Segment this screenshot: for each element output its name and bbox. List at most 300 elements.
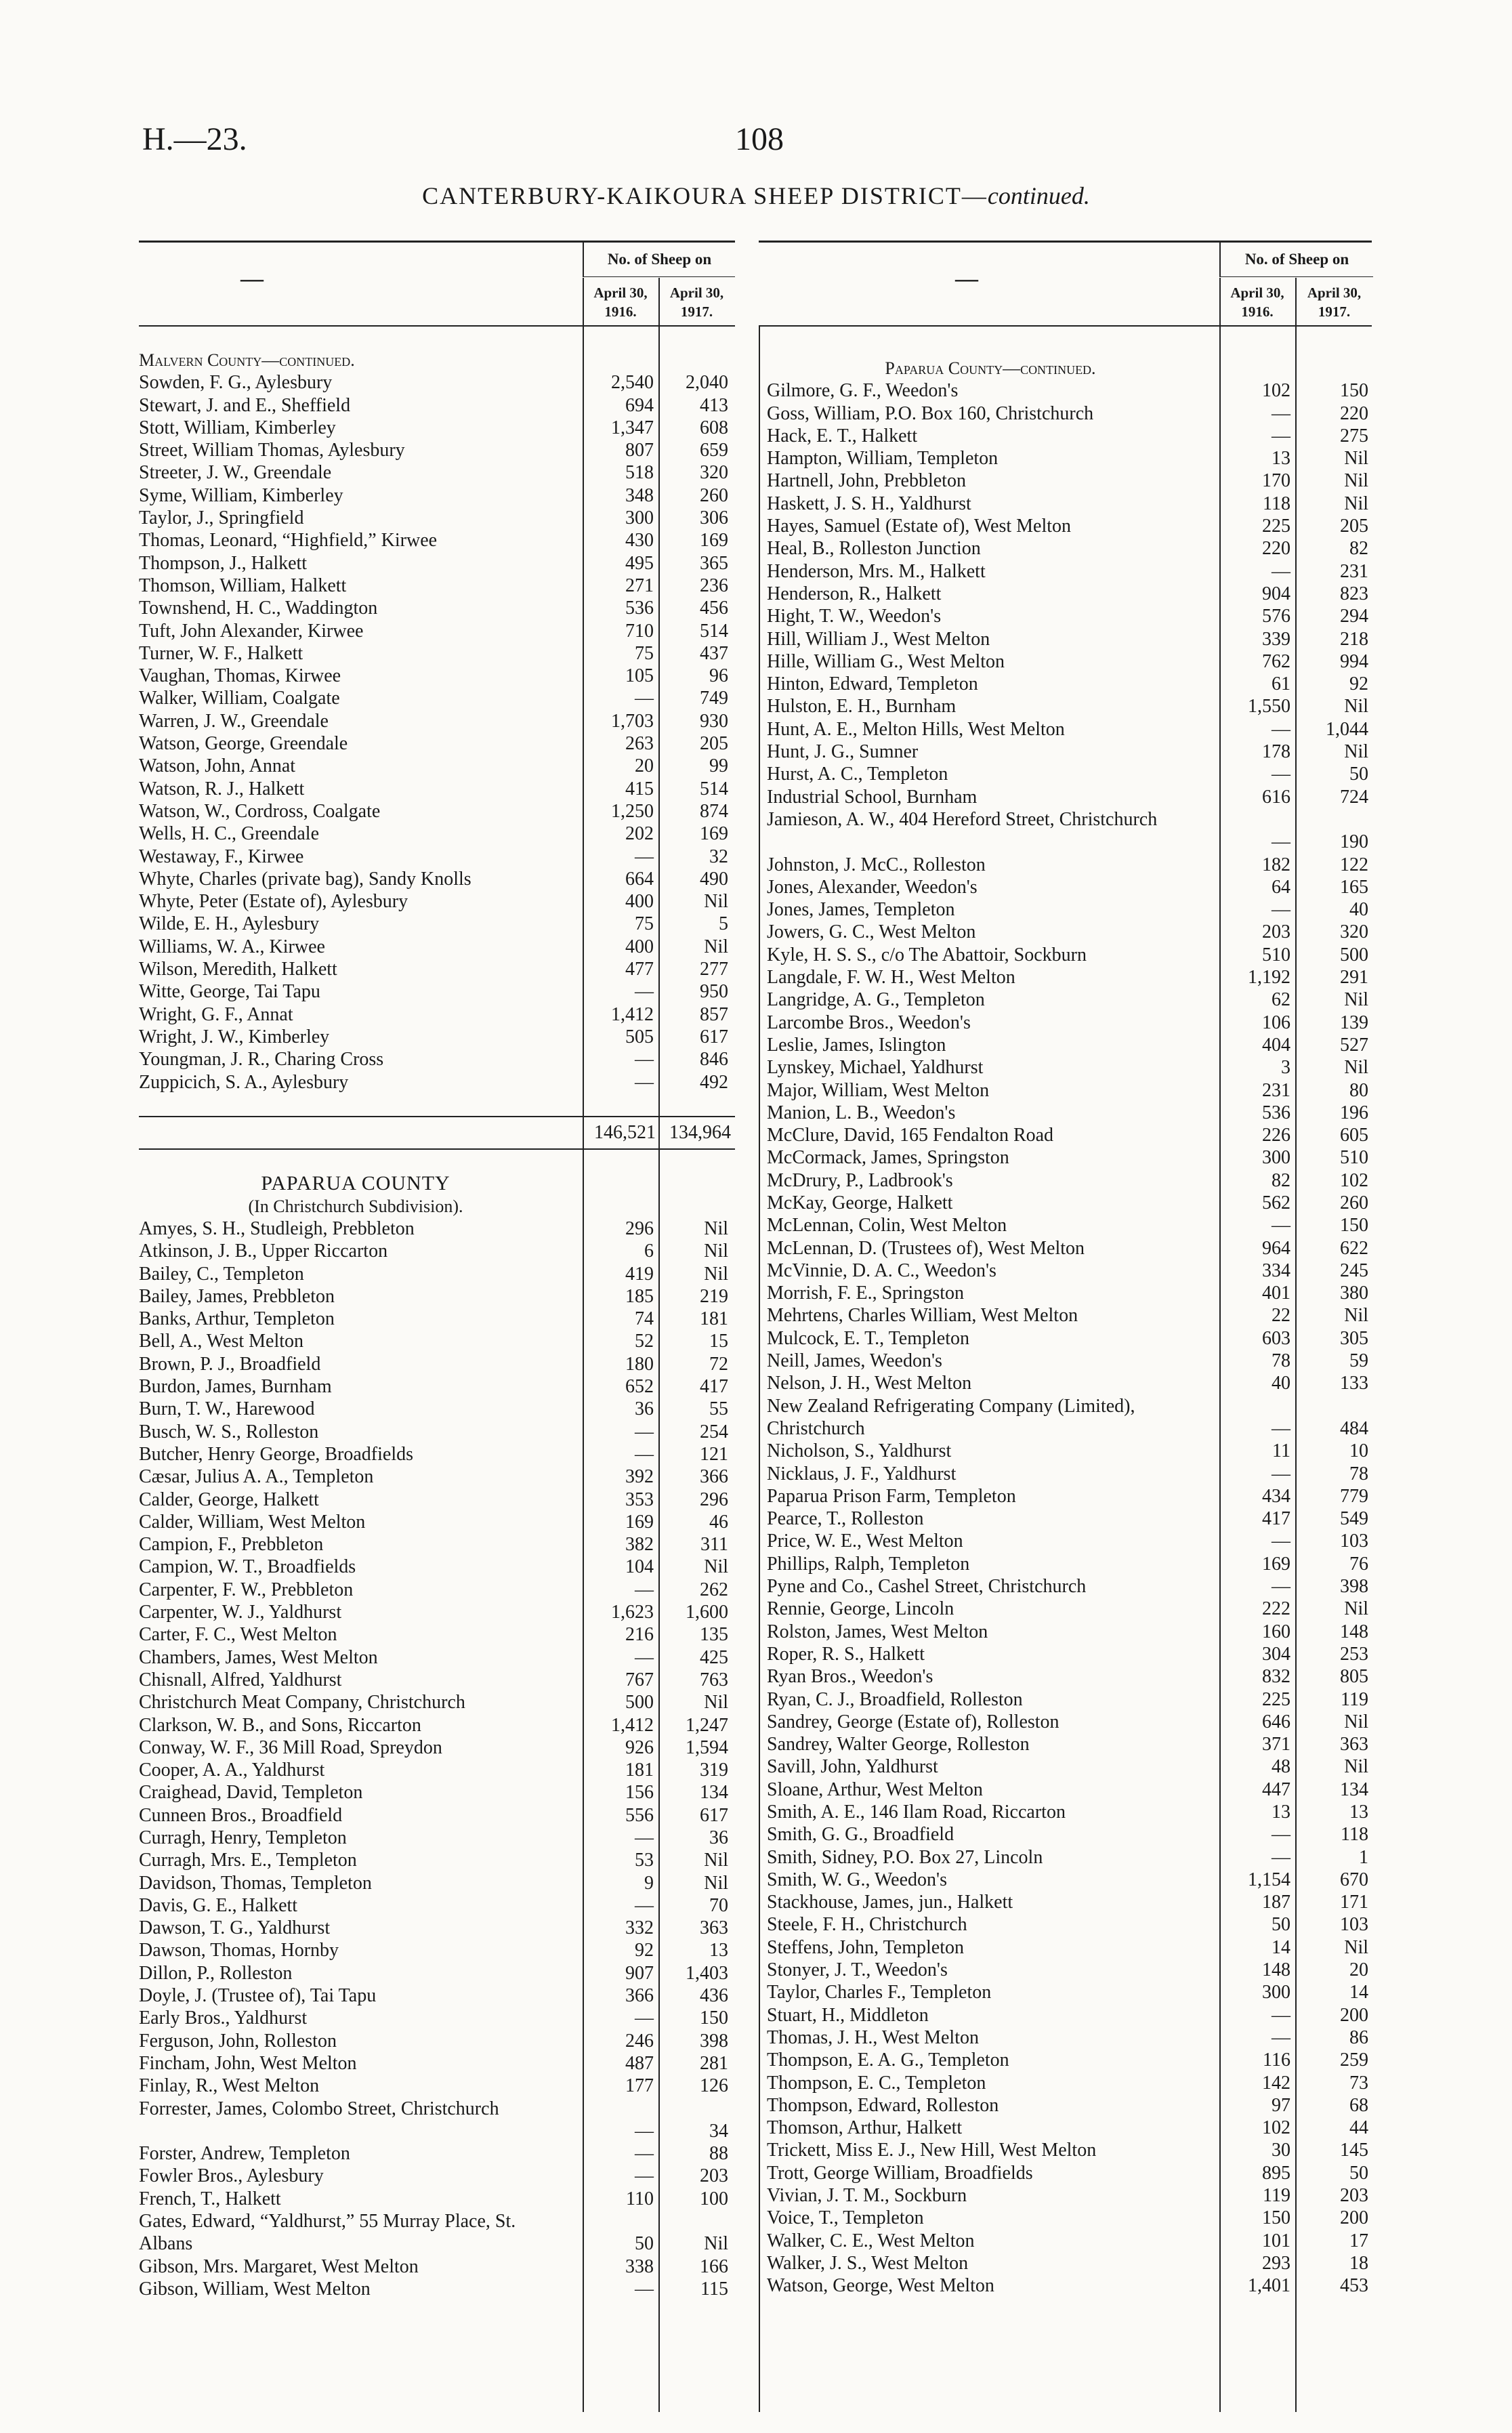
sheep-1916: 75 (635, 913, 654, 935)
owner-name: Trott, George William, Broadfields (767, 2162, 1033, 2184)
sheep-1916: — (635, 1579, 654, 1600)
sheep-1916: — (1272, 1463, 1290, 1484)
table-row (767, 447, 1372, 470)
sheep-1917: Nil (1344, 989, 1368, 1011)
table-row (139, 1443, 735, 1465)
header-col-1917-date: April 30, (669, 285, 724, 301)
sheep-1916: 904 (1262, 583, 1290, 604)
header-col-1917-date: April 30, (1307, 285, 1362, 301)
owner-name: Hight, T. W., Weedon's (767, 606, 942, 627)
sheep-1917: 994 (1340, 650, 1368, 672)
header-col-1916-year: 1916. (1241, 304, 1274, 320)
sheep-1916: — (1272, 1531, 1290, 1552)
table-row (139, 1465, 735, 1488)
owner-name: Stuart, H., Middleton (767, 2004, 929, 2026)
owner-name: Craighead, David, Templeton (139, 1782, 363, 1804)
sheep-1917: 260 (700, 484, 728, 506)
sheep-1916: — (1272, 1576, 1290, 1598)
table-row (139, 2165, 735, 2187)
header-col-1916 (583, 278, 657, 325)
sheep-1916: 495 (625, 552, 654, 574)
sheep-1916: 62 (1272, 989, 1290, 1011)
owner-name: Major, William, West Melton (767, 1079, 990, 1101)
sheep-1916: 181 (625, 1760, 654, 1781)
header-col-1917 (658, 278, 734, 325)
sheep-1916: 300 (1262, 1982, 1290, 2003)
header-group-label: No. of Sheep on (1219, 243, 1373, 277)
right-rows (767, 357, 1372, 2297)
sheep-1916: 263 (625, 733, 654, 755)
sheep-1916: 710 (625, 620, 654, 642)
table-row (139, 913, 735, 935)
sheep-1916: 118 (1263, 493, 1290, 514)
sheep-1917: Nil (704, 2233, 728, 2255)
table-row (767, 1485, 1372, 1507)
sheep-1917: Nil (1344, 448, 1368, 470)
sheep-1917: 203 (700, 2165, 728, 2187)
table-row (767, 1260, 1372, 1282)
header-col-1916 (1219, 278, 1294, 325)
table-row (767, 763, 1372, 785)
sheep-1917: 102 (1340, 1169, 1368, 1191)
sheep-1916: 22 (1272, 1305, 1290, 1327)
owner-name: Hampton, William, Templeton (767, 448, 999, 470)
sheep-1917: 514 (700, 620, 728, 642)
owner-name: Smith, G. G., Broadfield (767, 1824, 954, 1846)
sheep-1916: 104 (625, 1556, 654, 1578)
sheep-1916: 36 (635, 1398, 654, 1420)
sheep-1917: Nil (1344, 1711, 1368, 1732)
owner-name: Hartnell, John, Prebbleton (767, 470, 966, 492)
table-row (139, 890, 735, 913)
sheep-1917: 436 (700, 1985, 728, 2007)
owner-name: Morrish, F. E., Springston (767, 1283, 965, 1304)
sheep-1916: 3 (1281, 1057, 1290, 1079)
header-dash: — (240, 266, 264, 291)
table-row (139, 1511, 735, 1533)
sheep-1916: 225 (1262, 516, 1290, 537)
sheep-1916: 182 (1262, 854, 1290, 875)
sheep-1916: — (1272, 2026, 1290, 2048)
owner-name: Roper, R. S., Halkett (767, 1643, 925, 1665)
sheep-1916: 576 (1262, 606, 1290, 627)
owner-name: Thomas, Leonard, “Highfield,” Kirwee (139, 530, 438, 552)
table-row (767, 1146, 1372, 1169)
sheep-1916: — (1272, 2004, 1290, 2026)
sheep-1916: 102 (1262, 380, 1290, 402)
owner-name: Curragh, Henry, Templeton (139, 1827, 347, 1848)
table-row (767, 470, 1372, 492)
sheep-1916: 78 (1272, 1350, 1290, 1372)
owner-name: Stonyer, J. T., Weedon's (767, 1959, 948, 1981)
sheep-1916: 202 (625, 823, 654, 845)
sheep-1917: 169 (700, 823, 728, 845)
section-heading: Paparua County—continued. (885, 358, 1096, 378)
owner-name: Pyne and Co., Cashel Street, Christchurch (767, 1576, 1087, 1598)
owner-name: Nelson, J. H., West Melton (767, 1373, 972, 1394)
owner-name: Larcombe Bros., Weedon's (767, 1012, 971, 1033)
sheep-1916: 400 (625, 891, 654, 913)
table-row (139, 620, 735, 642)
table-row (139, 1759, 735, 1781)
total-1916: 146,521 (594, 1122, 656, 1144)
table-row (767, 537, 1372, 560)
title-main: CANTERBURY-KAIKOURA SHEEP DISTRICT— (422, 182, 988, 209)
table-row (139, 1962, 735, 1984)
table-row (767, 1012, 1372, 1034)
sheep-1916: 119 (1263, 2185, 1290, 2207)
owner-name: Witte, George, Tai Tapu (139, 981, 320, 1003)
owner-name: Zuppicich, S. A., Aylesbury (139, 1071, 349, 1093)
sheep-1917: 219 (700, 1285, 728, 1307)
owner-name: Ferguson, John, Rolleston (139, 2030, 337, 2052)
sheep-1916: — (635, 1049, 654, 1070)
table-row (767, 1665, 1372, 1688)
table-row (767, 1913, 1372, 1936)
sheep-1916: — (1272, 1417, 1290, 1439)
table-row (139, 2188, 735, 2210)
owner-name: Walker, William, Coalgate (139, 688, 340, 709)
sheep-1917: 96 (709, 665, 728, 687)
table-row (139, 439, 735, 461)
table-row (767, 1327, 1372, 1350)
table-row (767, 425, 1372, 447)
sheep-1917: Nil (1344, 470, 1368, 492)
sheep-1917: 181 (700, 1308, 728, 1330)
sheep-1916: 222 (1262, 1598, 1290, 1620)
sheep-1917: 205 (700, 733, 728, 755)
sheep-1916: — (635, 2143, 654, 2165)
sheep-1917: 622 (1340, 1237, 1368, 1259)
table-row (767, 1530, 1372, 1552)
table-header (759, 243, 1372, 327)
owner-name: Hill, William J., West Melton (767, 628, 990, 650)
table-row (139, 1646, 735, 1669)
owner-name: Smith, Sidney, P.O. Box 27, Lincoln (767, 1846, 1043, 1868)
sheep-1917: 398 (700, 2030, 728, 2052)
sheep-1916: 203 (1262, 921, 1290, 943)
owner-name: Watson, George, West Melton (767, 2275, 994, 2297)
sheep-1917: 236 (700, 575, 728, 596)
sheep-1917: 17 (1349, 2230, 1368, 2251)
owner-name: Christchurch Meat Company, Christchurch (139, 1692, 465, 1713)
sheep-1917: 259 (1340, 2050, 1368, 2071)
owner-name: Campion, F., Prebbleton (139, 1534, 324, 1556)
table-row (767, 1169, 1372, 1192)
sheep-1916: — (635, 2008, 654, 2029)
sheep-1917: 15 (709, 1331, 728, 1352)
sheep-1917: 874 (700, 800, 728, 822)
table-row (767, 1643, 1372, 1665)
section-title: PAPARUA COUNTY (261, 1172, 450, 1195)
sheep-1917: 13 (709, 1940, 728, 1961)
owner-name: Neill, James, Weedon's (767, 1350, 942, 1372)
table-row (139, 1240, 735, 1262)
owner-name: Leslie, James, Islington (767, 1034, 946, 1056)
sheep-1916: 646 (1262, 1711, 1290, 1732)
sheep-1917: 122 (1340, 854, 1368, 875)
table-row (139, 484, 735, 507)
sheep-1917: 99 (709, 755, 728, 777)
column-divider (759, 325, 760, 2412)
sheep-1916: — (635, 2278, 654, 2300)
table-row (767, 2072, 1372, 2094)
owner-name: Doyle, J. (Trustee of), Tai Tapu (139, 1985, 377, 2007)
sheep-1917: Nil (1344, 741, 1368, 763)
owner-name: Carpenter, F. W., Prebbleton (139, 1579, 354, 1600)
table-row (139, 371, 735, 394)
sheep-1917: 18 (1349, 2252, 1368, 2274)
table-row (767, 1575, 1372, 1598)
sheep-1916: — (635, 2120, 654, 2142)
owner-name: Hille, William G., West Melton (767, 650, 1005, 672)
sheep-1916: 177 (625, 2075, 654, 2097)
owner-name: Thompson, Edward, Rolleston (767, 2094, 999, 2116)
sheep-1917: 413 (700, 394, 728, 416)
table-row (767, 650, 1372, 673)
owner-name: Chambers, James, West Melton (139, 1646, 378, 1668)
sheep-1916: 536 (625, 598, 654, 619)
table-row (139, 1026, 735, 1048)
owner-name: Brown, P. J., Broadfield (139, 1353, 321, 1375)
sheep-1917: 253 (1340, 1643, 1368, 1665)
owner-name: Conway, W. F., 36 Mill Road, Spreydon (139, 1737, 442, 1758)
sheep-1917: 380 (1340, 1283, 1368, 1304)
table-row (139, 1218, 735, 1240)
sheep-1916: 6 (644, 1241, 654, 1262)
sheep-1916: 556 (625, 1804, 654, 1826)
sheep-1917: 670 (1340, 1869, 1368, 1890)
owner-name: Walker, J. S., West Melton (767, 2252, 969, 2274)
owner-name: McKay, George, Halkett (767, 1192, 953, 1213)
sheep-1917: 200 (1340, 2207, 1368, 2229)
sheep-1916: 1,412 (611, 1003, 654, 1025)
sheep-1917: 50 (1349, 2162, 1368, 2184)
sheep-1917: 40 (1349, 899, 1368, 921)
table-row (767, 1102, 1372, 1124)
table-row (139, 1623, 735, 1646)
sheep-1917: 121 (700, 1443, 728, 1465)
header-col-1916-year: 1916. (604, 304, 637, 320)
table-row (767, 808, 1372, 854)
table-row (139, 1849, 735, 1871)
owner-name: Westaway, F., Kirwee (139, 846, 304, 867)
owner-name: Voice, T., Templeton (767, 2207, 924, 2229)
sheep-1917: 549 (1340, 1508, 1368, 1530)
sheep-1916: 75 (635, 642, 654, 664)
owner-name: Thompson, E. C., Templeton (767, 2072, 986, 2094)
sheep-1917: 490 (700, 868, 728, 890)
table-row (767, 1779, 1372, 1801)
sheep-1917: 749 (700, 688, 728, 709)
sheep-1917: 417 (700, 1376, 728, 1398)
sheep-1917: 2,040 (686, 372, 728, 394)
sheep-1916: 304 (1262, 1643, 1290, 1665)
owner-name: Pearce, T., Rolleston (767, 1508, 924, 1530)
owner-name: Industrial School, Burnham (767, 786, 978, 808)
sheep-1916: 447 (1262, 1779, 1290, 1800)
sheep-1916: 226 (1262, 1125, 1290, 1146)
sheep-1916: 150 (1262, 2207, 1290, 2229)
sheep-1917: 200 (1340, 2004, 1368, 2026)
table-row (767, 1823, 1372, 1846)
owner-name: Stewart, J. and E., Sheffield (139, 394, 351, 416)
sheep-1916: 400 (625, 936, 654, 957)
table-row (139, 710, 735, 732)
owner-name: Watson, John, Annat (139, 755, 296, 777)
sheep-1916: 50 (1272, 1914, 1290, 1936)
table-row (139, 1691, 735, 1713)
table-row (767, 583, 1372, 605)
owner-name: Turner, W. F., Halkett (139, 642, 303, 664)
sheep-1916: 664 (625, 868, 654, 890)
header-col-1917-year: 1917. (1318, 304, 1351, 320)
sheep-1916: 415 (625, 778, 654, 799)
table-row (139, 1737, 735, 1759)
sheep-1917: Nil (704, 1556, 728, 1578)
sheep-1917: 437 (700, 642, 728, 664)
sheep-1917: 103 (1340, 1531, 1368, 1552)
owner-name: Campion, W. T., Broadfields (139, 1556, 356, 1578)
sheep-1916: 180 (625, 1353, 654, 1375)
sheep-1917: 13 (1349, 1802, 1368, 1823)
sheep-1916: 807 (625, 440, 654, 461)
table-row (767, 1801, 1372, 1823)
table-row (767, 1124, 1372, 1146)
sheep-1917: 857 (700, 1003, 728, 1025)
sheep-1917: 59 (1349, 1350, 1368, 1372)
table-row (139, 1285, 735, 1308)
sheep-1917: 34 (709, 2120, 728, 2142)
owner-name: Phillips, Ralph, Templeton (767, 1553, 970, 1575)
sheep-1916: 300 (625, 507, 654, 529)
owner-name: Early Bros., Yaldhurst (139, 2008, 308, 2029)
sheep-1917: Nil (1344, 1057, 1368, 1079)
table-row (767, 379, 1372, 402)
table-row (767, 605, 1372, 627)
owner-name: McLennan, D. (Trustees of), West Melton (767, 1237, 1085, 1259)
sheep-1916: 562 (1262, 1192, 1290, 1213)
table-row (139, 461, 735, 484)
owner-name: Watson, George, Greendale (139, 733, 348, 755)
owner-name: McClure, David, 165 Fendalton Road (767, 1125, 1054, 1146)
owner-name: Hurst, A. C., Templeton (767, 764, 948, 785)
owner-name: Bailey, C., Templeton (139, 1263, 304, 1285)
table-row (139, 980, 735, 1003)
owner-name: Watson, R. J., Halkett (139, 778, 305, 799)
sheep-1917: Nil (1344, 1598, 1368, 1620)
table-row (139, 507, 735, 529)
sheep-1916: 434 (1262, 1485, 1290, 1507)
owner-name: Hunt, A. E., Melton Hills, West Melton (767, 718, 1065, 740)
sheep-1917: 1,403 (686, 1962, 728, 1984)
sheep-1917: 514 (700, 778, 728, 799)
owner-name: Nicklaus, J. F., Yaldhurst (767, 1463, 957, 1484)
section-subtitle: (In Christchurch Subdivision). (248, 1196, 463, 1216)
sheep-1916: 142 (1262, 2072, 1290, 2094)
sheep-1916: — (635, 1646, 654, 1668)
table-row (139, 597, 735, 619)
owner-name: Cooper, A. A., Yaldhurst (139, 1760, 325, 1781)
sheep-1916: 82 (1272, 1169, 1290, 1191)
sheep-1917: 72 (709, 1353, 728, 1375)
sheep-1917: 260 (1340, 1192, 1368, 1213)
table-row (767, 2252, 1372, 2274)
owner-name: Dillon, P., Rolleston (139, 1962, 293, 1984)
sheep-1916: 101 (1262, 2230, 1290, 2251)
sheep-1917: 1,594 (686, 1737, 728, 1758)
sheep-1917: 203 (1340, 2185, 1368, 2207)
sheep-1917: 169 (700, 530, 728, 552)
sheep-1916: 178 (1262, 741, 1290, 763)
owner-name: Steele, F. H., Christchurch (767, 1914, 967, 1936)
owner-name: Street, William Thomas, Aylesbury (139, 440, 405, 461)
sheep-1917: 134 (1340, 1779, 1368, 1800)
sheep-1916: — (1272, 1215, 1290, 1236)
owner-name: Lynskey, Michael, Yaldhurst (767, 1057, 984, 1079)
sheep-1916: 1,154 (1248, 1869, 1290, 1890)
table-row (767, 2184, 1372, 2207)
table-row (767, 1711, 1372, 1733)
sheep-1916: 2,540 (611, 372, 654, 394)
sheep-1916: 169 (625, 1511, 654, 1533)
page-reference: H.—23. (142, 121, 247, 157)
table-row (767, 1936, 1372, 1959)
table-row (767, 1350, 1372, 1372)
sheep-1916: 334 (1262, 1260, 1290, 1281)
owner-name: Calder, William, West Melton (139, 1511, 366, 1533)
table-row (139, 1533, 735, 1556)
sheep-1916: 64 (1272, 876, 1290, 898)
sheep-1916: 185 (625, 1285, 654, 1307)
sheep-1917: 275 (1340, 425, 1368, 446)
sheep-1916: 220 (1262, 538, 1290, 560)
sheep-1917: 36 (709, 1827, 728, 1848)
table-row (767, 673, 1372, 695)
table-row (139, 800, 735, 823)
table-row (139, 1894, 735, 1917)
table-row (139, 665, 735, 687)
owner-name: Sowden, F. G., Aylesbury (139, 372, 333, 394)
table-row (139, 1071, 735, 1094)
sheep-1917: 950 (700, 981, 728, 1003)
owner-name: Sloane, Arthur, West Melton (767, 1779, 983, 1800)
sheep-1917: 846 (700, 1049, 728, 1070)
section-heading: Malvern County—continued. (139, 350, 355, 370)
sheep-1916: 105 (625, 665, 654, 687)
table-row (139, 2210, 735, 2255)
sheep-1916: 1,401 (1248, 2275, 1290, 2297)
table-row (139, 1601, 735, 1623)
sheep-1917: 763 (700, 1669, 728, 1690)
table-row (139, 958, 735, 980)
sheep-1916: 419 (625, 1263, 654, 1285)
sheep-1916: 518 (625, 462, 654, 484)
table-row (767, 966, 1372, 989)
sheep-1917: 32 (709, 846, 728, 867)
owner-name: Haskett, J. S. H., Yaldhurst (767, 493, 971, 514)
owner-name: Price, W. E., West Melton (767, 1531, 963, 1552)
sheep-1916: 13 (1272, 1802, 1290, 1823)
owner-name: Dawson, T. G., Yaldhurst (139, 1917, 331, 1939)
owner-name: Dawson, Thomas, Hornby (139, 1940, 339, 1961)
header-col-1916-date: April 30, (593, 285, 648, 301)
sheep-1916: 430 (625, 530, 654, 552)
owner-name: Smith, A. E., 146 Ilam Road, Riccarton (767, 1802, 1066, 1823)
sheep-1917: 608 (700, 417, 728, 438)
owner-name: Hayes, Samuel (Estate of), West Melton (767, 516, 1072, 537)
sheep-1916: 106 (1262, 1012, 1290, 1033)
